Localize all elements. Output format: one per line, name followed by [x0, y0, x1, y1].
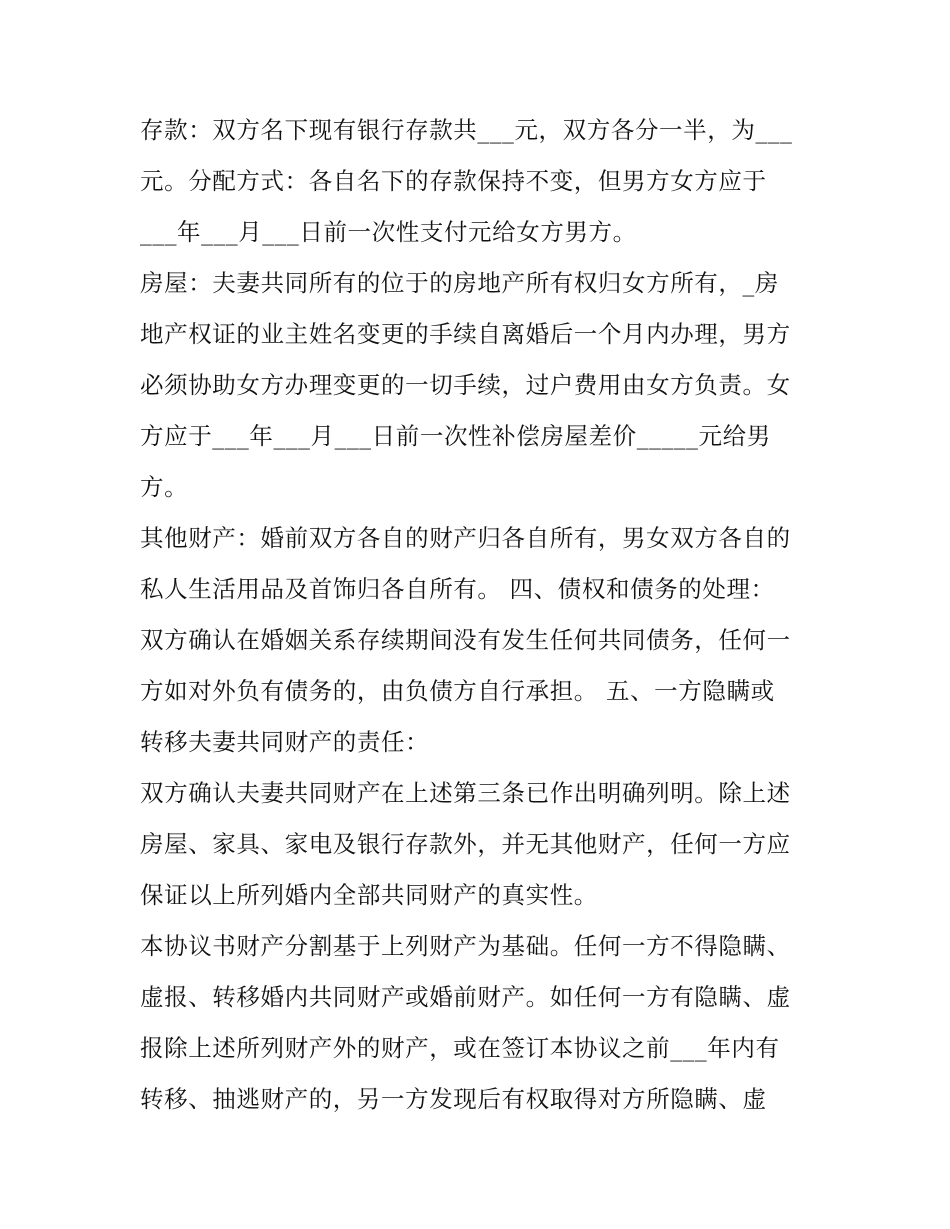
- text-line-debt-1: 双方确认在婚姻关系存续期间没有发生任何共同债务，任何一: [140, 626, 791, 654]
- text-line-house-4: 方应于___年___月___日前一次性补偿房屋差价_____元给男: [140, 422, 771, 450]
- text-line-division-3: 报除上述所列财产外的财产，或在签订本协议之前___年内有: [140, 1034, 780, 1062]
- text-line-deposit-2: 元。分配方式：各自名下的存款保持不变，但男方女方应于: [140, 167, 767, 195]
- text-line-confirm-3: 保证以上所列婚内全部共同财产的真实性。: [140, 881, 598, 909]
- text-line-confirm-2: 房屋、家具、家电及银行存款外，并无其他财产，任何一方应: [140, 830, 791, 858]
- text-line-division-2: 虚报、转移婚内共同财产或婚前财产。如任何一方有隐瞒、虚: [140, 983, 791, 1011]
- text-line-deposit-3: ___年___月___日前一次性支付元给女方男方。: [140, 218, 637, 246]
- text-line-confirm-1: 双方确认夫妻共同财产在上述第三条已作出明确列明。除上述: [140, 779, 791, 807]
- agreement-body-text: [140, 105, 820, 1125]
- text-line-house-3: 必须协助女方办理变更的一切手续，过户费用由女方负责。女: [140, 371, 791, 399]
- text-line-deposit-1: 存款：双方名下现有银行存款共___元，双方各分一半，为___: [140, 116, 793, 144]
- text-line-division-4: 转移、抽逃财产的，另一方发现后有权取得对方所隐瞒、虚: [140, 1085, 767, 1113]
- text-line-house-1: 房屋：夫妻共同所有的位于的房地产所有权归女方所有，_房: [140, 269, 779, 297]
- text-line-other-property-1: 其他财产：婚前双方各自的财产归各自所有，男女双方各自的: [140, 524, 791, 552]
- text-line-house-5: 方。: [140, 473, 189, 501]
- text-line-section-heading: 转移夫妻共同财产的责任：: [140, 728, 430, 756]
- text-line-division-1: 本协议书财产分割基于上列财产为基础。任何一方不得隐瞒、: [140, 932, 791, 960]
- text-line-debt-2: 方如对外负有债务的，由负债方自行承担。 五、一方隐瞒或: [140, 677, 775, 705]
- text-line-house-2: 地产权证的业主姓名变更的手续自离婚后一个月内办理，男方: [140, 320, 791, 348]
- text-line-other-property-2: 私人生活用品及首饰归各自所有。 四、债权和债务的处理：: [140, 575, 775, 603]
